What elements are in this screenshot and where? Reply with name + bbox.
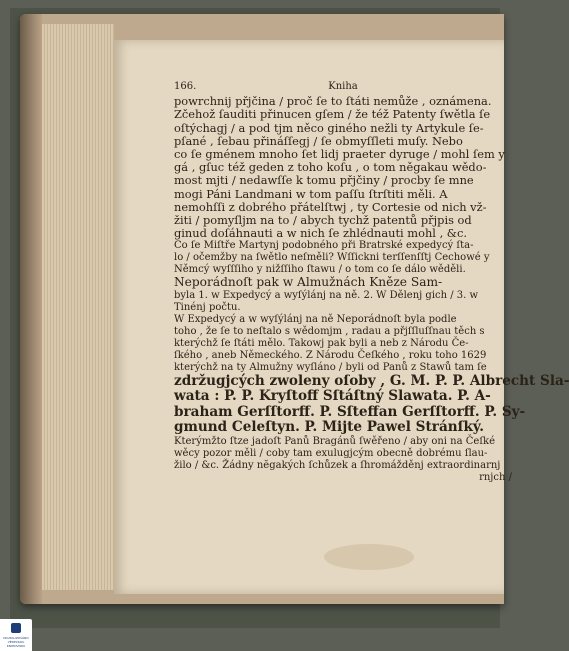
text-line: Zčehož ſauditi přinucen gſem / že též Patenty ſwětla ſe: [174, 107, 491, 122]
section-heading: Neporádnoſt pak w Almužnách Kněze Sam-: [174, 275, 443, 290]
text-line: zdržugjcých zwoleny oſoby , G. M. P. P. Albrecht Sla-: [174, 372, 569, 389]
text-line: gá , gſuc též geden z toho koſu , o tom něgakau wědo-: [174, 160, 487, 175]
text-line: žilo / &c. Žádny nĕgakých ſchůzek a ſhromážděnj extraordinarnj: [174, 460, 501, 472]
text-line: gmund Celeſtyn. P. Mijte Pawel Stránſký.: [174, 419, 484, 436]
text-line: byla 1. w Expedycý a wyſýlánj na ně. 2. W Dělenj gich / 3. w: [174, 289, 479, 301]
text-line: Němcý wyſſſiho y nižſſiho ſtawu / o tom co ſe dálo wěděli.: [174, 264, 466, 276]
text-line: ſkého , aneb Německého. Z Národu Čeſkého , roku toho 1629: [174, 349, 487, 361]
text-line: Kterýmžto ſtze jadoſt Panů Bragánů ſwěřeno / aby oni na Čeſké: [174, 436, 496, 448]
text-line: co ſe gménem mnoho ſet lidj praeter dyruge / mohl ſem y: [174, 147, 505, 162]
text-line: wěcy pozor měli / coby tam exulugjcým obecně dobrému ſlau-: [174, 448, 488, 460]
book-spine: [20, 14, 42, 604]
text-line: kterýchž ſe ſtáti mělo. Takowj pak byli a neb z Národu Če-: [174, 337, 469, 349]
library-logo-caption: DIGITALIZOVÁNO VĚDECKOU KNIHOVNOU: [3, 636, 29, 648]
text-line: nemohſſi z dobrého přátelſtwj , ty Cortesie od nich vž-: [174, 199, 487, 214]
text-line: most mjti / nedawſſe k tomu přjčiny / procby ſe mne: [174, 173, 474, 188]
text-line: powrchnij přjčina / proč ſe to ſtáti nemůže , oznámena.: [174, 94, 492, 109]
text-line: braham Gerſſtorff. P. Sſteffan Gerſſtorff. P. Sy-: [174, 403, 526, 420]
page-number: 166.: [174, 81, 197, 92]
text-line: kterýchž na ty Almužny wyſláno / byli od Panů z Stawů tam ſe: [174, 361, 487, 373]
text-line: mogi Páni Landmani w tom paſſu ſtrſtiti měli. A: [174, 186, 448, 201]
text-line: Tinénj počtu.: [174, 301, 241, 313]
open-book: [20, 14, 569, 604]
text-line: toho , že ſe to neſtalo s wědomjm , radau a přjſſluſſnau těch s: [174, 325, 485, 337]
text-line: Co ſe Miſtře Martynj podobného při Bratrské expedycý ſta-: [174, 240, 474, 252]
text-line: žiti / pomyſljm na to / abych tychž patentů přjpis od: [174, 213, 472, 228]
running-head: Kniha: [328, 81, 358, 92]
paper-stain: [324, 544, 414, 570]
text-line: oſtýchagj / a pod tjm něco giného nežli ty Artykule ſe-: [174, 120, 484, 135]
library-logo: [0, 619, 32, 651]
library-emblem-icon: [11, 623, 21, 633]
text-line: ginud doſáhnauti a w nich ſe zhlédnauti mohl , &c.: [174, 226, 467, 241]
text-line: lo / očemžby na ſwětlo neſměli? Wſſickni terſſenſſtj Cechowé y: [174, 252, 490, 264]
page-edges: [42, 24, 114, 590]
text-line: W Expedycý a w wyſýlánj na ně Neporádnoſt byla podle: [174, 313, 457, 325]
text-line: wata : P. P. Kryſtoff Sſtáſtný Slawata. P. A-: [174, 388, 491, 405]
page-text: [174, 80, 569, 484]
catchword: rnjch /: [479, 472, 512, 484]
book-page: [114, 40, 569, 594]
text-line: pſané , ſebau přináſſegj / ſe obmyſſleti muſy. Nebo: [174, 133, 463, 148]
page-header: [174, 80, 512, 93]
